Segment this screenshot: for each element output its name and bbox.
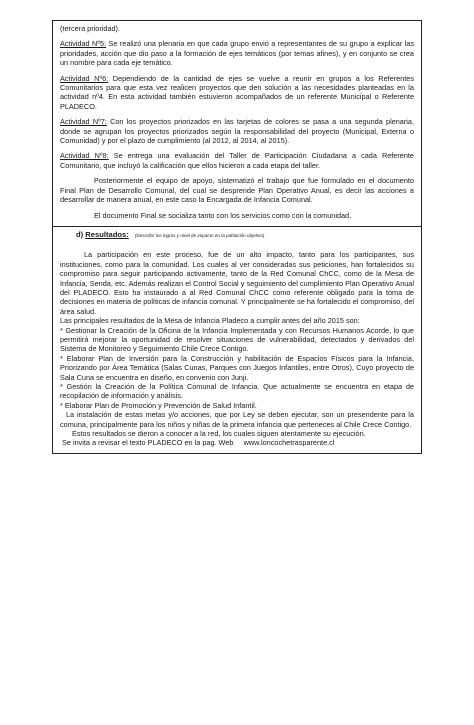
activity-5-label: Actividad Nº5: [60,39,107,49]
results-hint: (Describir los logros y nivel de impacto en la población objetivo) [134,232,265,238]
results-paragraph-4: Estos resultados se dieron a conocer a la red, los cuales siguen atentamente su ejecución. [72,429,366,439]
bullet-item: * Elaborar Plan de Inversión para la Construcción y habilitación de Espacios Físicos para la Infancia, Priorizando por Área Temática (Salas Cunas, Parques con Juegos Infantiles, entre Otros), Cuyo proyecto de Sala Cuna se encuentra en diseño, en convenio con Junji. [60,353,414,382]
bullet-item: * Elaborar Plan de Promoción y Prevención de Salud Infantil. [60,400,257,410]
results-heading [60,230,414,240]
web-link[interactable]: www.loncochetrasparente.cl [243,438,335,448]
activity-5 [60,39,414,67]
activity-8-text: Se entrega una evaluación del Taller de Participación Ciudadana a cada Referente Comunitario, que incluyó la calificación que ellos hicieron a cada etapa del taller. [60,151,414,170]
activity-8 [60,151,414,170]
activity-6-text: Dependiendo de la cantidad de ejes se vuelve a reunir en grupos a los Referentes Comunitarios para que esta vez realicen proyectos que den solución a las necesidades planteadas en la actividad nº4. En esta actividad también estuvieron acompañados de un referente Municipal o Referente PLADECO. [60,73,415,111]
closing-paragraph: Posteriormente el equipo de apoyo, sistematizó el trabajo que fue formulado en el documento Final Plan de Desarrollo Comunal, del cual se desprende Plan Operativo Anual, es decir las acciones a desarrollar de manera anual, en este caso la Encargada de Infancia Comunal. [60,176,414,205]
results-paragraph-1: La participación en este proceso, fue de un alto impacto, tanto para los participantes, sus instituciones, como para la comunidad. Los cuales al ver consideradas sus peticiones, han fortalecidos su compromiso para seguir participando activamente, tanto de la Red Comunal ChCC, como de la Mesa de Infancia, Senda, etc. Además realizan el Control Social y seguimiento del cumplimiento Plan Operativo Anual del PLADECO. Esto ha instaurado a al Red Comunal ChCC como referente obligado para la toma de decisiones en materia de políticas de infancia comunal. Y principalmente se ha fortalecido el compromiso, del área salud. [60,250,414,316]
results-paragraph-2: Las principales resultados de la Mesa de Infancia Pladeco a cumplir antes del año 2015 son: [60,316,360,326]
bullet-item: * Gestionar la Creación de la Oficina de la Infancia Implementada y con Recursos Humanos Acorde, lo que permitirá mejorar la oportunidad de resolver situaciones de vulnerabilidad, detectados y derivados del Sistema de Monitoreo y Seguimiento Chile Crece Contigo. [60,325,414,354]
activity-7 [60,117,414,145]
results-letter: d) [76,229,84,239]
web-reference [60,438,414,449]
web-reference-text: Se invita a revisar el texto PLADECO en la pag. Web [62,438,234,448]
results-paragraph-3: La instalación de estas metas y/o acciones, que por Ley se deben ejecutar, son un presendente para la comuna, principalmente para los niños y niñas de la primera infancia que perteneces al Chile Crece Contigo. [60,410,414,429]
results-label: Resultados: [85,229,129,239]
activity-6 [60,74,414,112]
results-cell [53,227,421,453]
document-table [52,20,422,454]
activity-8-label: Actividad Nº8: [60,151,109,161]
intro-text: (tercera prioridad). [60,24,121,33]
activity-7-label: Actividad Nº7: [60,117,107,127]
activity-7-text: Con los proyectos priorizados en las tarjetas de colores se pasa a una segunda plenaria, donde se agrupan los proyectos priorizados según la responsabilidad del proyecto (Municipal, Externa o Comunidad) y por el plazo de cumplimiento (al 2012, al 2014, al 2015). [60,117,414,146]
activity-5-text: Se realizó una plenaria en que cada grupo envió a representantes de su grupo a explicar las prioridades, acción que dio paso a la formación de ejes temáticos (por temas afines), y en conjunto se crea un nombre para cada eje temático. [60,39,415,68]
bullet-item: * Gestión la Creación de la Política Comunal de Infancia. Que actualmente se encuentra en etapa de recopilación de información y análisis. [60,382,414,401]
activity-6-label: Actividad Nº6: [60,73,109,83]
closing-socialize: El documento Final se socializa tanto con los servicios como con la comunidad. [94,210,352,220]
methodology-cell [53,21,421,227]
